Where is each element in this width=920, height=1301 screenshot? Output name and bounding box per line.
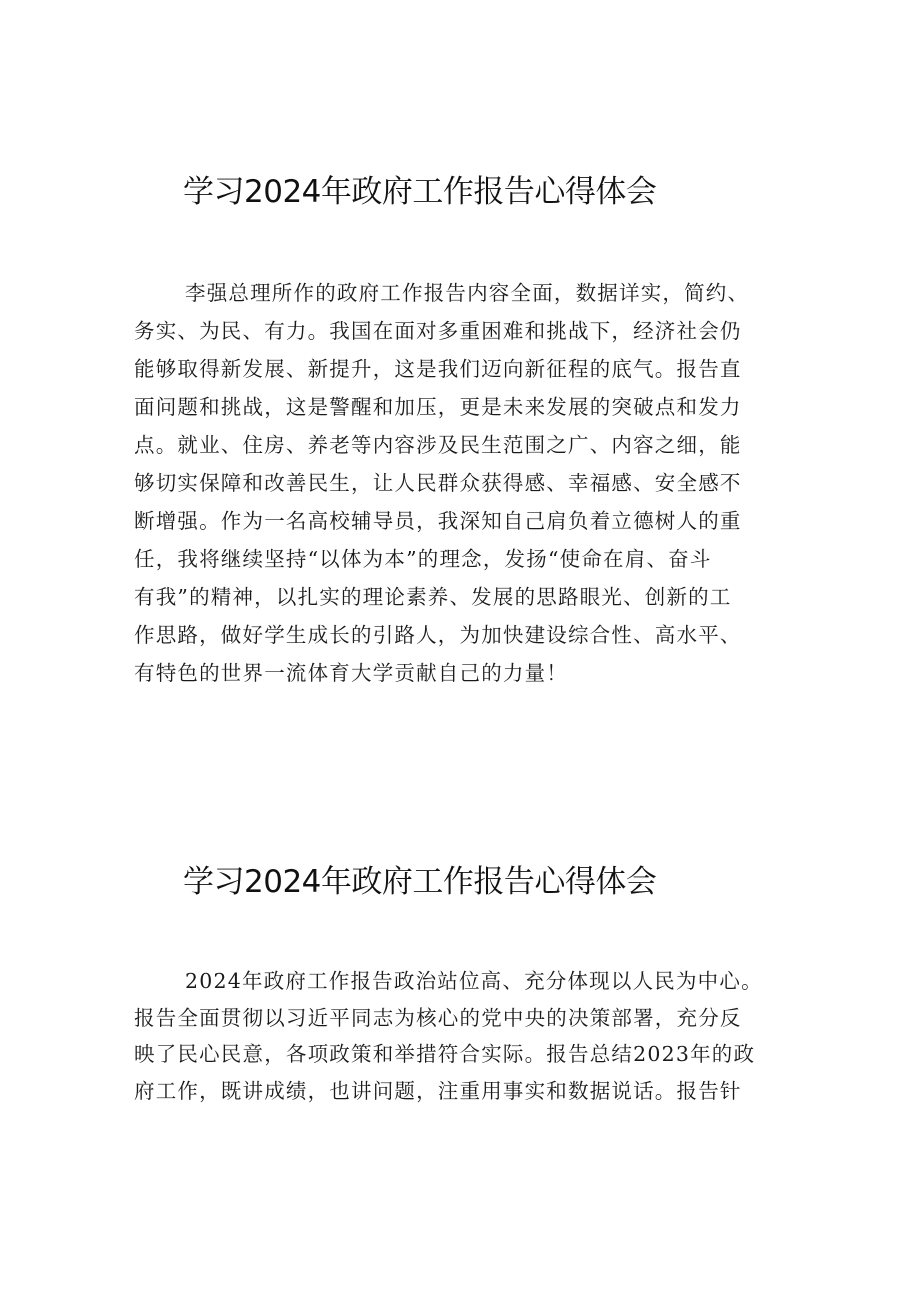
paragraph-line: 务实、为民、有力。我国在面对多重困难和挑战下，经济社会仍	[134, 319, 742, 343]
paragraph	[134, 274, 749, 692]
paragraph-line: 李强总理所作的政府工作报告内容全面，数据详实，简约、	[185, 281, 750, 305]
paragraph-line: 够切实保障和改善民生，让人民群众获得感、幸福感、安全感不	[134, 471, 742, 495]
paragraph-line: 点。就业、住房、养老等内容涉及民生范围之广、内容之细，能	[134, 433, 742, 457]
section-title: 学习2024年政府工作报告心得体会	[183, 174, 657, 210]
section-title: 学习2024年政府工作报告心得体会	[183, 864, 657, 900]
paragraph-line: 有特色的世界一流体育大学贡献自己的力量！	[134, 661, 568, 685]
paragraph-line: 作思路，做好学生成长的引路人，为加快建设综合性、高水平、	[134, 623, 742, 647]
paragraph-line: 能够取得新发展、新提升，这是我们迈向新征程的底气。报告直	[134, 357, 742, 381]
paragraph-line: 断增强。作为一名高校辅导员，我深知自己肩负着立德树人的重	[134, 509, 742, 533]
paragraph	[134, 963, 763, 1109]
paragraph-line: 面问题和挑战，这是警醒和加压，更是未来发展的突破点和发力	[134, 395, 742, 419]
paragraph-line: 映了民心民意，各项政策和举措符合实际。报告总结2023年的政	[134, 1042, 756, 1066]
paragraph-line: 任，我将继续坚持“以体为本”的理念，发扬“使命在肩、奋斗	[134, 547, 712, 571]
paragraph-line: 报告全面贯彻以习近平同志为核心的党中央的决策部署，充分反	[134, 1005, 742, 1030]
paragraph-line: 府工作，既讲成绩，也讲问题，注重用事实和数据说话。报告针	[134, 1078, 742, 1103]
paragraph-line: 有我”的精神，以扎实的理论素养、发展的思路眼光、创新的工	[134, 585, 732, 609]
paragraph-line: 2024年政府工作报告政治站位高、充分体现以人民为中心。	[185, 969, 763, 993]
